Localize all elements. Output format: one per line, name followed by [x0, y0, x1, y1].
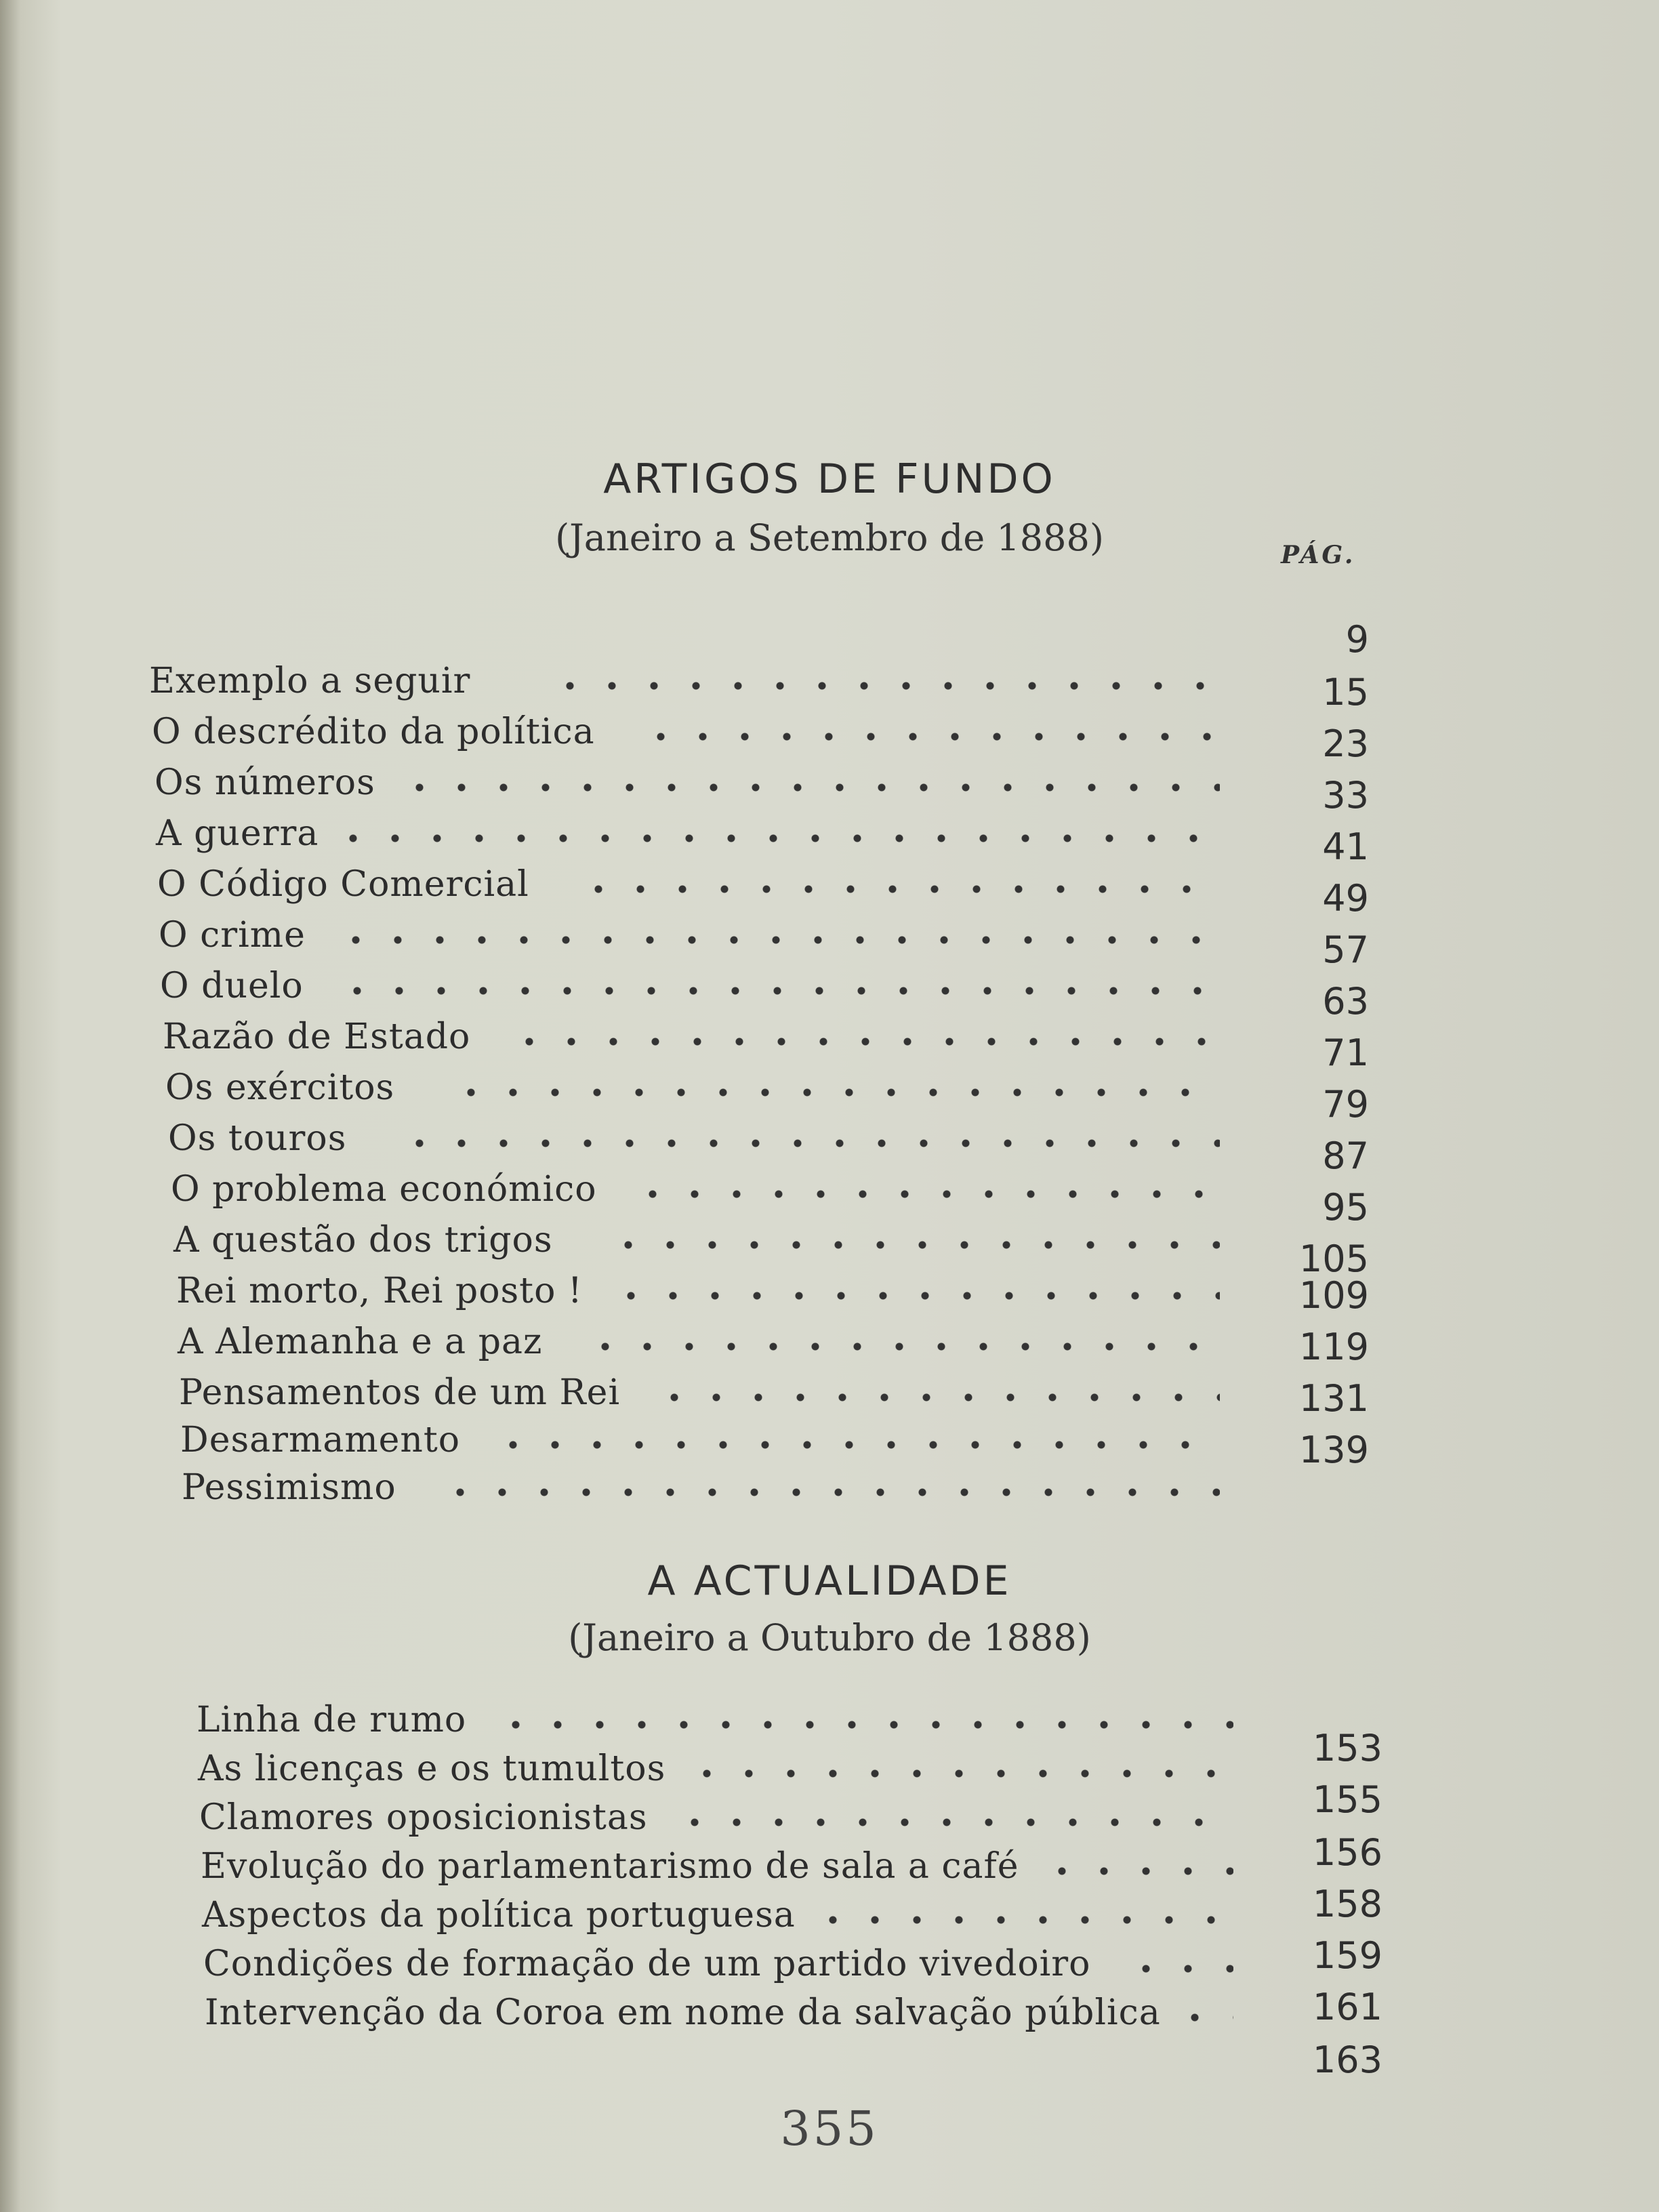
toc-entry-title: Aspectos da política portuguesa	[202, 1895, 796, 1936]
section-title-artigos: ARTIGOS DE FUNDO	[603, 455, 1056, 503]
toc-entry-title: Os números	[155, 762, 375, 803]
toc-entry-page: 109	[1298, 1274, 1369, 1317]
toc-entry	[155, 762, 1220, 810]
toc-entry-title: Condições de formação de um partido vivedoiro	[203, 1944, 1091, 1984]
toc-entry	[197, 1700, 1233, 1747]
toc-entry-title: A questão dos trigos	[173, 1220, 553, 1261]
toc-entry-page: 79	[1322, 1083, 1369, 1126]
toc-entry-title: Intervenção da Coroa em nome da salvação pública	[205, 1992, 1161, 2033]
toc-entry-page: 87	[1322, 1134, 1369, 1177]
toc-entry-page: 161	[1312, 1986, 1382, 2028]
toc-entry-title: O descrédito da política	[152, 712, 595, 752]
leader-dots	[632, 1189, 1220, 1199]
leader-dots	[332, 834, 1220, 843]
toc-entry-title: Rei morto, Rei posto !	[176, 1271, 583, 1311]
toc-entry-page: 105	[1298, 1237, 1369, 1280]
toc-entry-title: O problema económico	[171, 1169, 597, 1210]
leader-dots	[674, 1818, 1233, 1827]
leader-dots	[398, 783, 1220, 792]
toc-entry-title: A guerra	[156, 813, 319, 854]
leader-dots	[812, 1915, 1233, 1925]
leader-dots	[686, 1769, 1233, 1778]
toc-entry-page: 163	[1312, 2039, 1382, 2081]
toc-entry-page: 41	[1322, 825, 1369, 868]
toc-entry-title: O duelo	[160, 966, 304, 1006]
toc-entry	[156, 813, 1220, 861]
leader-dots	[607, 1240, 1220, 1250]
leader-dots	[495, 1720, 1233, 1729]
toc-entry	[201, 1846, 1233, 1893]
toc-entry-title: A Alemanha e a paz	[178, 1322, 543, 1362]
toc-entry-page: 71	[1322, 1031, 1369, 1074]
toc-entry-title: Desarmamento	[180, 1420, 461, 1460]
toc-entry-title: Pessimismo	[182, 1467, 396, 1508]
leader-dots	[1174, 2013, 1233, 2022]
toc-entry-page: 153	[1312, 1727, 1382, 1769]
toc-entry-page: 159	[1312, 1934, 1382, 1977]
leader-dots	[1125, 1964, 1233, 1973]
leader-dots	[577, 884, 1220, 894]
toc-entry-page: 156	[1312, 1831, 1382, 1874]
leader-dots	[450, 1088, 1220, 1097]
toc-entry-title: Exemplo a seguir	[149, 661, 471, 701]
leader-dots	[549, 681, 1220, 691]
first-page-number: 9	[1345, 618, 1369, 661]
toc-entry-page: 57	[1322, 928, 1369, 971]
toc-entry-page: 158	[1312, 1883, 1382, 1925]
toc-entry	[163, 1017, 1220, 1064]
leader-dots	[584, 1342, 1220, 1351]
toc-entry-title: Os exércitos	[165, 1067, 395, 1108]
toc-entry	[149, 661, 1220, 708]
toc-entry-title: Pensamentos de um Rei	[179, 1372, 621, 1413]
toc-entry-page: 95	[1322, 1186, 1369, 1229]
toc-entry-title: Evolução do parlamentarismo de sala a café	[201, 1846, 1019, 1887]
leader-dots	[653, 1393, 1220, 1402]
toc-entry	[160, 966, 1220, 1013]
leader-dots	[610, 1291, 1220, 1300]
toc-entry	[176, 1271, 1220, 1318]
leader-dots	[508, 1037, 1220, 1046]
toc-entry-title: O crime	[159, 915, 306, 956]
toc-entry-page: 155	[1312, 1778, 1382, 1821]
toc-entry-page: 139	[1298, 1429, 1369, 1471]
page-number: 355	[780, 2101, 879, 2156]
toc-entry	[173, 1220, 1220, 1267]
toc-entry-page: 33	[1322, 774, 1369, 817]
leader-dots	[1041, 1866, 1233, 1876]
leader-dots	[335, 935, 1220, 945]
leader-dots	[640, 732, 1220, 741]
leader-dots	[439, 1488, 1220, 1497]
toc-entry-title: O Código Comercial	[157, 864, 529, 905]
toc-entry	[198, 1748, 1233, 1796]
toc-entry-page: 49	[1322, 877, 1369, 920]
page-column-header: PÁG.	[1281, 541, 1356, 569]
toc-entry	[171, 1169, 1220, 1216]
toc-entry	[205, 1992, 1233, 2040]
toc-entry	[168, 1118, 1220, 1166]
leader-dots	[398, 1139, 1220, 1148]
section-subtitle-actualidade: (Janeiro a Outubro de 1888)	[568, 1616, 1091, 1659]
section-subtitle-artigos: (Janeiro a Setembro de 1888)	[555, 516, 1104, 559]
leader-dots	[492, 1440, 1220, 1450]
toc-entry	[179, 1372, 1220, 1420]
toc-entry	[182, 1467, 1220, 1515]
toc-entry	[203, 1944, 1233, 1991]
toc-entry-title: Os touros	[168, 1118, 347, 1159]
toc-entry-page: 119	[1298, 1326, 1369, 1368]
toc-entry	[180, 1420, 1220, 1467]
toc-entry-title: As licenças e os tumultos	[198, 1748, 666, 1789]
toc-entry	[178, 1322, 1220, 1369]
section-title-actualidade: A ACTUALIDADE	[647, 1557, 1012, 1605]
toc-entry-page: 23	[1322, 722, 1369, 765]
toc-entry	[202, 1895, 1233, 1942]
toc-entry-title: Clamores oposicionistas	[199, 1797, 648, 1838]
toc-entry-page: 63	[1322, 980, 1369, 1023]
toc-entry	[157, 864, 1220, 912]
toc-entry-page: 15	[1322, 671, 1369, 714]
toc-entry	[159, 915, 1220, 962]
toc-entry	[165, 1067, 1220, 1115]
toc-entry-title: Linha de rumo	[197, 1700, 467, 1740]
toc-entry	[199, 1797, 1233, 1845]
toc-entry-title: Razão de Estado	[163, 1017, 471, 1057]
toc-entry-page: 131	[1298, 1377, 1369, 1420]
leader-dots	[336, 986, 1220, 996]
toc-entry	[152, 712, 1220, 759]
